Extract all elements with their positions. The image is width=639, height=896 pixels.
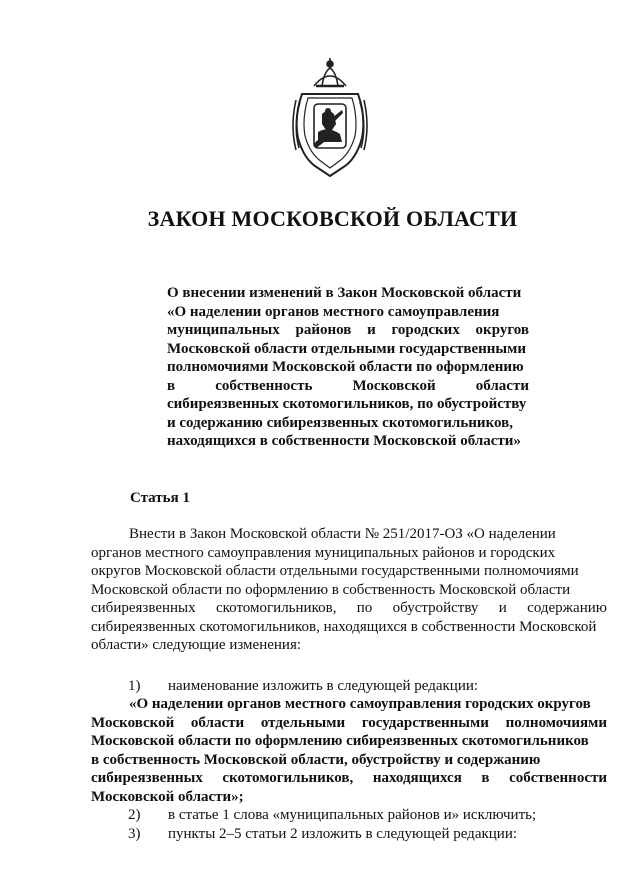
list-item-2: [91, 806, 607, 825]
paragraph-line: органов местного самоуправления муниципальных районов и городских: [91, 544, 556, 561]
coat-of-arms-emblem: [288, 56, 372, 182]
subject-line: в собственность Московской области: [167, 377, 529, 394]
subject-line: «О наделении органов местного самоуправления: [167, 303, 500, 320]
subject-line: Московской области отдельными государственными: [167, 340, 526, 357]
quote-line: Московской области по оформлению сибиреязвенных скотомогильников: [91, 733, 589, 749]
item-text: пункты 2–5 статьи 2 изложить в следующей редакции:: [168, 825, 518, 842]
subject-line: сибиреязвенных скотомогильников, по обустройству: [167, 396, 527, 412]
paragraph-line: округов Московской области отдельными государственными полномочиями: [91, 563, 579, 579]
subject-line: полномочиями Московской области по оформлению: [167, 359, 524, 375]
subject-line: находящихся в собственности Московской области»: [167, 433, 521, 449]
item-number: 2): [128, 807, 141, 823]
item-text: наименование изложить в следующей редакции:: [168, 677, 479, 694]
quote-line: в собственность Московской области, обустройству и содержанию: [91, 751, 541, 768]
paragraph-line: сибиреязвенных скотомогильников, находящихся в собственности Московской: [91, 618, 597, 635]
paragraph-line: области» следующие изменения:: [91, 637, 302, 653]
law-subject: [167, 284, 529, 451]
quote-line: «О наделении органов местного самоуправления городских округов: [129, 696, 591, 712]
paragraph-line: сибиреязвенных скотомогильников, по обустройству и содержанию: [91, 600, 607, 616]
list-item-1: [91, 677, 607, 696]
item-number: 1): [128, 677, 141, 694]
item-text: в статье 1 слова «муниципальных районов и» исключить;: [168, 807, 537, 823]
list-item-3: [91, 825, 607, 844]
quote-line: Московской области»;: [91, 788, 244, 805]
page-title: ЗАКОН МОСКОВСКОЙ ОБЛАСТИ: [147, 206, 518, 231]
paragraph-line: Московской области по оформлению в собственность Московской области: [91, 581, 571, 598]
quote-line: сибиреязвенных скотомогильников, находящихся в собственности: [91, 770, 607, 786]
paragraph-line: Внести в Закон Московской области № 251/2017-ОЗ «О наделении: [129, 526, 556, 542]
article-heading: Статья 1: [130, 490, 190, 506]
subject-line: муниципальных районов и городских округов: [167, 322, 529, 338]
article-body: [91, 525, 607, 843]
subject-line: О внесении изменений в Закон Московской области: [167, 285, 522, 301]
quote-line: Московской области отдельными государственными полномочиями: [91, 714, 607, 731]
subject-line: и содержанию сибиреязвенных скотомогильников,: [167, 414, 513, 431]
item-number: 3): [128, 825, 141, 842]
